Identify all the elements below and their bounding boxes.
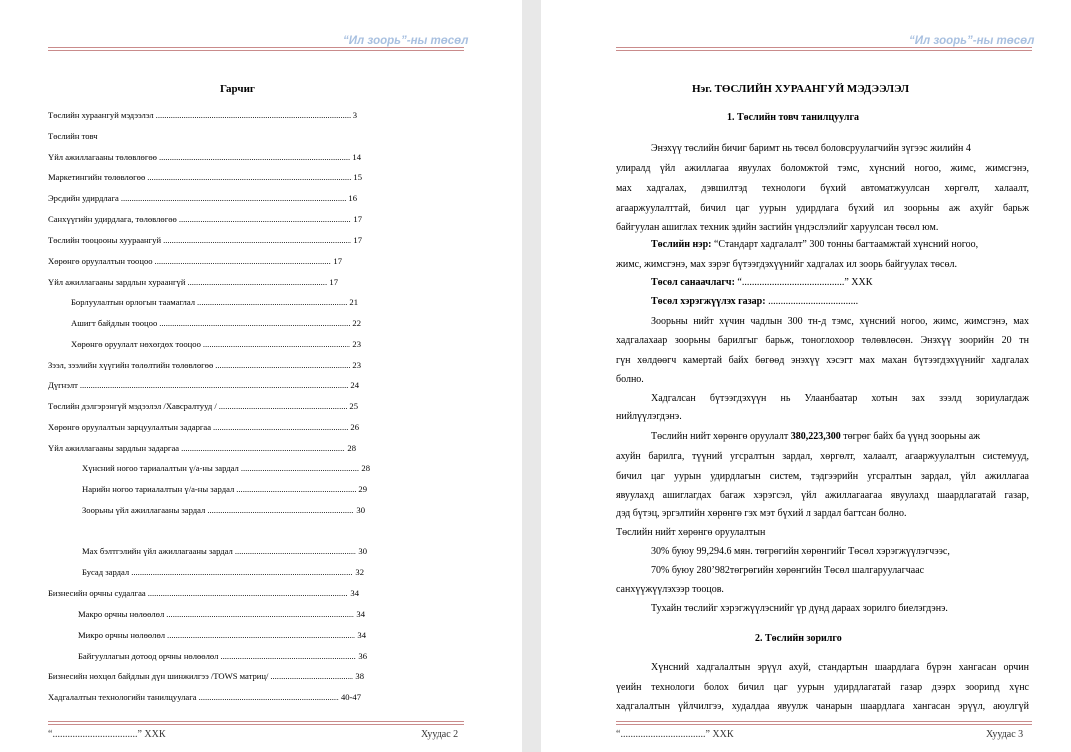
toc-leader-dots (80, 380, 349, 390)
toc-leader-dots (207, 505, 354, 515)
para2-line: хадгалахаар зоорьны барилгыг барьж, тоноглохоор төлөвлөсөн. Энэхүү зоорийн 20 тн (616, 335, 1029, 346)
toc-entry[interactable] (48, 193, 357, 203)
toc-leader-dots (220, 651, 356, 661)
investment-line-3: санхүүжүүлэхээр тооцов. (616, 584, 724, 595)
toc-title: Гарчиг (220, 83, 255, 95)
toc-leader-dots (163, 235, 351, 245)
toc-entry[interactable] (48, 277, 338, 287)
toc-entry-title: Хөрөнгө оруулалт нөхөгдөх тооцоо (71, 339, 201, 349)
toc-leader-dots (203, 339, 351, 349)
toc-entry-title: Дүгнэлт (48, 380, 78, 390)
header-rule (616, 47, 1032, 51)
toc-entry-title: Бусад зардал (82, 567, 130, 577)
project-name-line2: жимс, жимсгэнэ, мах зэрэг бүтээгдэхүүнийг хадгалах ил зоорь байгуулах төсөл. (616, 259, 957, 270)
toc-entry[interactable] (48, 256, 342, 266)
toc-entry-title: Үйл ажиллагааны төлөвлөгөө (48, 152, 157, 162)
para5-line: үеийн технологи болох бичил цаг уурын удирдлагатай газар дээрх зоориnд хүнс (616, 682, 1029, 693)
toc-entry[interactable] (82, 546, 367, 556)
toc-leader-dots (215, 360, 350, 370)
toc-entry-title: Үйл ажиллагааны зардлын хураангүй (48, 277, 186, 287)
toc-leader-dots (235, 546, 357, 556)
toc-leader-dots (181, 443, 345, 453)
location-value: .................................... (765, 296, 859, 307)
toc-entry-title: Зоорьны үйл ажиллагааны зардал (82, 505, 206, 515)
para1-line: байгуулан ашиглах техник эдийн засгийн үндэслэлийг харуулсан төсөл юм. (616, 222, 939, 233)
toc-entry-title: Ашигт байдлын тооцоо (71, 318, 158, 328)
toc-entry[interactable] (82, 484, 367, 494)
toc-leader-dots (131, 567, 353, 577)
para4-pre: Төслийн нийт хөрөнгө оруулалт (651, 431, 791, 442)
footer-company: “..................................” ХХК (48, 729, 166, 740)
toc-leader-dots (147, 172, 351, 182)
toc-entry-page: 34 (350, 588, 359, 598)
para5-line: хадгалалтын үйлчилгээ, худалдаа явуулж чанарын шаардлага хангасан эрүүл, аюулгүй (616, 701, 1029, 712)
toc-entry[interactable] (71, 318, 361, 328)
toc-entry-title: Төслийн товч (48, 131, 98, 141)
toc-entry-page: 25 (349, 401, 358, 411)
para1-line: мах хадгалах, дэвшилтэд технологи бүхий автоматжуулсан хөргөлт, халаалт, (616, 183, 1029, 194)
toc-entry-title: Мах бэлтгэлийн үйл ажиллагааны зардал (82, 546, 233, 556)
toc-entry-page: 29 (358, 484, 367, 494)
para1-line: Энэхүү төслийн бичиг баримт нь төсөл боловсруулагчийн зүгээс жилийн 4 (651, 143, 971, 154)
para5-line: Хүнсний хадгалалтын эрүүл ахуй, стандартын шаардлага бүрэн хангасан орчин (651, 662, 1029, 673)
project-name-line (651, 239, 978, 251)
toc-entry[interactable] (48, 172, 362, 182)
toc-leader-dots (199, 692, 339, 702)
toc-entry[interactable] (48, 588, 359, 598)
toc-entry[interactable] (48, 360, 361, 370)
toc-leader-dots (156, 110, 351, 120)
toc-entry[interactable] (48, 131, 98, 141)
toc-leader-dots (148, 588, 349, 598)
footer-rule (48, 721, 464, 725)
goal-intro-line: Тухайн төслийг хэрэгжүүлэснийг үр дүнд дараах зорилго биелэгдэнэ. (651, 603, 948, 614)
location-label: Төсөл хэрэгжүүлэх газар: (651, 296, 766, 307)
para4-line: дэд бүтэц, эргэлтийн хөрөнгө гэх мэт бүхий л зардал багтсан болно. (616, 508, 907, 519)
toc-entry-page: 24 (350, 380, 359, 390)
page-header: “Ил зоорь”-ны төсөл (343, 35, 469, 47)
toc-entry[interactable] (48, 380, 359, 390)
toc-entry[interactable] (48, 110, 357, 120)
toc-entry-page: 38 (355, 671, 364, 681)
toc-entry-title: Эрсдийн удирдлага (48, 193, 119, 203)
footer-rule (616, 721, 1032, 725)
para1-line: улиралд үйл ажиллагаа явуулах боломжтой тэмс, хүнсний ногоо, жимс, жимсгэнэ, (616, 163, 1029, 174)
footer-page-number: Хуудас 2 (421, 729, 459, 740)
toc-entry-page: 15 (353, 172, 362, 182)
toc-entry[interactable] (78, 630, 366, 640)
para4-line: ахуйн барилга, түүний угсралтын зардал, хөргөлт, халаалт, агааржуулалтын системууд, (616, 451, 1029, 462)
toc-entry-page: 28 (361, 463, 370, 473)
toc-entry-page: 32 (355, 567, 364, 577)
toc-leader-dots (159, 152, 350, 162)
toc-entry[interactable] (48, 443, 356, 453)
toc-entry-page: 3 (352, 110, 357, 120)
toc-entry-title: Хадгалалтын технологийн танилцуулага (48, 692, 197, 702)
toc-entry[interactable] (78, 651, 367, 661)
toc-entry-title: Маркетингийн төлөвлөгөө (48, 172, 146, 182)
investment-label: Төслийн нийт хөрөнгө оруулалтын (616, 527, 766, 538)
para2-line: болно. (616, 374, 644, 385)
toc-leader-dots (121, 193, 347, 203)
initiator-line (651, 277, 872, 289)
toc-entry[interactable] (78, 609, 365, 619)
toc-leader-dots (219, 401, 348, 411)
toc-leader-dots (213, 422, 348, 432)
toc-entry[interactable] (71, 339, 361, 349)
toc-leader-dots (187, 277, 327, 287)
initiator-value: “.........................................” ХХК (734, 277, 873, 288)
page-header: “Ил зоорь”-ны төсөл (909, 35, 1035, 47)
toc-entry-page: 23 (352, 360, 361, 370)
toc-entry[interactable] (48, 671, 364, 681)
para4-line: явуулахд ашиглагдах багаж хэрэгсэл, үйл ажиллагаагаа явуулахд шаардлагатай газар, (616, 490, 1029, 501)
footer-company: “..................................” ХХК (616, 729, 734, 740)
page-3 (541, 0, 1071, 752)
footer-page-number: Хуудас 3 (986, 729, 1024, 740)
toc-entry-title: Зээл, зээлийн хүүгийн төлөлтийн төлөвлөгөө (48, 360, 214, 370)
initiator-label: Төсөл санаачлагч: (651, 277, 735, 288)
toc-entry-title: Хөрөнгө оруулалтын зарцуулалтын задаргаа (48, 422, 212, 432)
toc-entry-page: 40-47 (340, 692, 361, 702)
toc-entry-title: Микро орчны нөлөөлөл (78, 630, 166, 640)
toc-entry-page: 34 (356, 609, 365, 619)
header-rule (48, 47, 464, 51)
toc-entry-title: Байгууллагын дотоод орчны нөлөөлөл (78, 651, 219, 661)
investment-amount: 380,223,300 (790, 431, 841, 442)
toc-entry-title: Борлуулалтын орлогын таамаглал (71, 297, 196, 307)
toc-entry-title: Үйл ажиллагааны зардлын задаргаа (48, 443, 180, 453)
toc-leader-dots (167, 630, 355, 640)
toc-entry-page: 34 (357, 630, 366, 640)
toc-entry-page: 17 (333, 256, 342, 266)
toc-leader-dots (197, 297, 347, 307)
toc-entry[interactable] (71, 297, 358, 307)
toc-entry-page: 17 (353, 235, 362, 245)
toc-leader-dots (166, 609, 354, 619)
toc-entry-title: Бизнесийн орчны судалгаа (48, 588, 146, 598)
toc-entry[interactable] (48, 235, 362, 245)
toc-entry-page: 22 (352, 318, 361, 328)
toc-entry[interactable] (48, 422, 359, 432)
toc-entry[interactable] (48, 152, 361, 162)
toc-leader-dots (155, 256, 332, 266)
investment-line-2: 70% буюу 280’982төгрөгийн хөрөнгийн Төсөл шалгаруулагчаас (651, 565, 925, 576)
toc-entry-title: Санхүүгийн удирдлага, төлөвлөгөө (48, 214, 177, 224)
page-gap (522, 0, 541, 752)
toc-entry-title: Төслийн тооцооны хуураангуй (48, 235, 162, 245)
project-name-value: “Стандарт хадгалалт” 300 тонны багтаамжтай хүнсний ногоо, (711, 239, 979, 250)
toc-entry-title: Бизнесийн нөхцөл байдлын дүн шинжилгээ /TOWS матриц/ (48, 671, 269, 681)
toc-entry-page: 36 (358, 651, 367, 661)
toc-entry-page: 21 (349, 297, 358, 307)
toc-entry-page: 17 (329, 277, 338, 287)
para4-post: төгрөг байх ба үүнд зоорьны аж (840, 431, 981, 442)
location-line (651, 296, 858, 308)
toc-entry-page: 26 (350, 422, 359, 432)
toc-entry-page: 30 (358, 546, 367, 556)
para3-line: нийлүүлэгдэнэ. (616, 411, 682, 422)
toc-entry-page: 30 (356, 505, 365, 515)
toc-leader-dots (270, 671, 353, 681)
toc-entry-title: Хүнсний ногоо тариалалтын ү/а-ны зардал (82, 463, 239, 473)
toc-entry[interactable] (82, 463, 370, 473)
para1-line: агааржуулалттай, бичил цаг уурын удирдлага бүхий ил зоорьны аж ахуйг барьж (616, 203, 1029, 214)
toc-entry[interactable] (48, 214, 362, 224)
toc-entry-title: Төслийн хураангуй мэдээлэл (48, 110, 154, 120)
toc-entry-title: Төслийн дэлгэрэнгүй мэдээлэл /Хавсралтууд / (48, 401, 217, 411)
toc-leader-dots (179, 214, 352, 224)
toc-entry-page: 16 (348, 193, 357, 203)
toc-leader-dots (236, 484, 356, 494)
toc-entry[interactable] (82, 567, 364, 577)
section-2-title: 2. Төслийн зорилго (755, 633, 842, 644)
toc-entry-title: Макро орчны нөлөөлөл (78, 609, 165, 619)
section-1-title: 1. Төслийн товч танилцуулга (727, 112, 860, 123)
para4-line: бичил цаг уурын удирдлагын систем, тэдгээрийн угсралтын зардал, үйл ажиллагаа (616, 471, 1029, 482)
toc-entry-page: 17 (353, 214, 362, 224)
toc-entry[interactable] (82, 505, 365, 515)
para2-line: гүн хөлдөөгч камертай байх бөгөөд энэхүү хэсэгт мах махан бүтээгдэхүүнийг хадгалах (616, 355, 1029, 366)
toc-entry-page: 28 (347, 443, 356, 453)
toc-entry[interactable] (48, 401, 358, 411)
toc-entry-page: 14 (352, 152, 361, 162)
para4-first-line (651, 431, 980, 443)
page-2 (0, 0, 522, 752)
toc-leader-dots (241, 463, 360, 473)
toc-entry-page: 23 (352, 339, 361, 349)
project-name-label: Төслийн нэр: (651, 239, 712, 250)
chapter-title: Нэг. ТӨСЛИЙН ХУРААНГУЙ МЭДЭЭЛЭЛ (692, 83, 910, 95)
investment-line-1: 30% буюу 99,294.6 мян. төгрөгийн хөрөнгийг Төсөл хэрэгжүүлэгчээс, (651, 546, 950, 557)
toc-entry-title: Нарийн ногоо тариалалтын ү/а-ны зардал (82, 484, 235, 494)
para2-line: Зоорьны нийт хүчин чадлын 300 тн-д тэмс, хүнсний ногоо, жимс, жимсгэнэ, мах (651, 316, 1029, 327)
toc-leader-dots (159, 318, 350, 328)
toc-entry-title: Хөрөнгө оруулалтын тооцоо (48, 256, 153, 266)
toc-entry[interactable] (48, 692, 361, 702)
para3-line: Хадгалсан бүтээгдэхүүн нь Улаанбаатар хотын зах зээлд зориулагдаж (651, 393, 1029, 404)
